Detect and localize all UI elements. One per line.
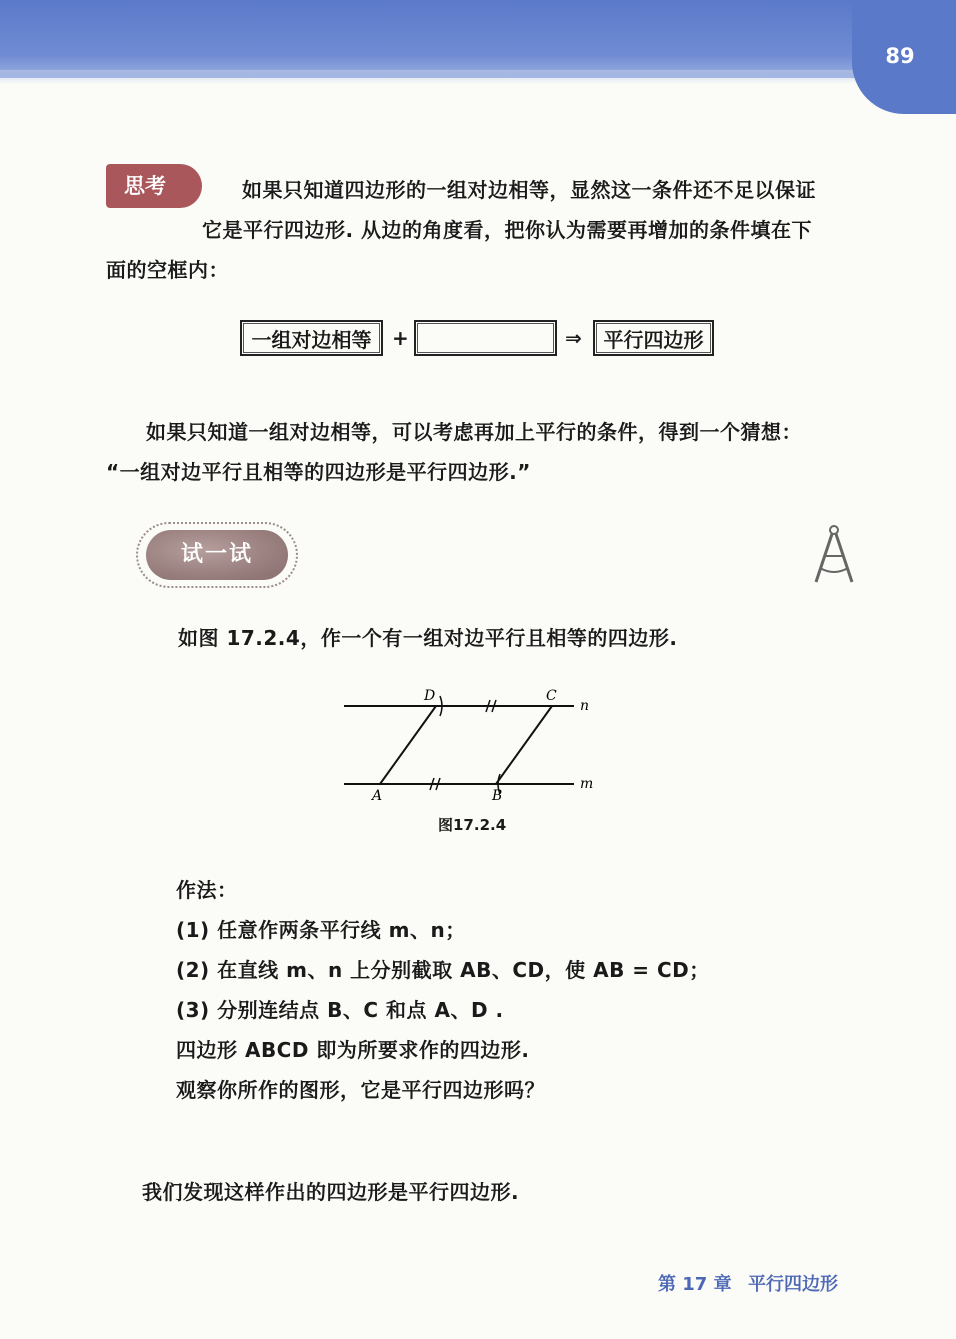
condition-box-given: 一组对边相等 [240,320,383,356]
label-A: A [372,788,383,804]
conjecture-line-1: 如果只知道一组对边相等，可以考虑再加上平行的条件，得到一个猜想： [146,420,802,444]
header-band [0,0,956,78]
figure-parallelogram [336,680,606,810]
implies-arrow: ⇒ [565,326,582,350]
method-step-3: (3) 分别连结点 B、C 和点 A、D . [176,998,504,1022]
think-line-1: 如果只知道四边形的一组对边相等，显然这一条件还不足以保证 [242,178,816,202]
footer-title: 平行四边形 [748,1274,838,1295]
method-step-1: (1) 任意作两条平行线 m、n； [176,918,466,942]
condition-box-blank[interactable] [414,320,557,356]
figure-caption: 图17.2.4 [438,816,507,834]
footer-chapter: 第 17 章 [658,1274,732,1295]
conclusion: 我们发现这样作出的四边形是平行四边形. [142,1180,520,1204]
label-C: C [546,688,557,704]
try-badge: 试一试 [146,530,288,580]
method-result: 四边形 ABCD 即为所要求作的四边形. [176,1038,530,1062]
try-instruction: 如图 17.2.4，作一个有一组对边平行且相等的四边形. [178,626,678,650]
method-question: 观察你所作的图形，它是平行四边形吗？ [176,1078,545,1102]
compass-icon [808,524,860,588]
think-badge: 思考 [106,164,202,208]
label-n: n [580,698,590,714]
condition-box-result: 平行四边形 [593,320,714,356]
header-band-fade [0,70,880,84]
label-m: m [580,776,594,792]
method-title: 作法： [176,878,238,902]
method-step-2: (2) 在直线 m、n 上分别截取 AB、CD，使 AB = CD； [176,958,710,982]
label-D: D [424,688,436,704]
think-line-3: 面的空框内： [106,258,229,282]
think-line-2: 它是平行四边形. 从边的角度看，把你认为需要再增加的条件填在下 [202,218,813,242]
plus-sign: + [392,326,409,350]
label-B: B [492,788,503,804]
page-number: 89 [885,44,915,68]
conjecture-line-2: “一组对边平行且相等的四边形是平行四边形.” [106,460,531,484]
